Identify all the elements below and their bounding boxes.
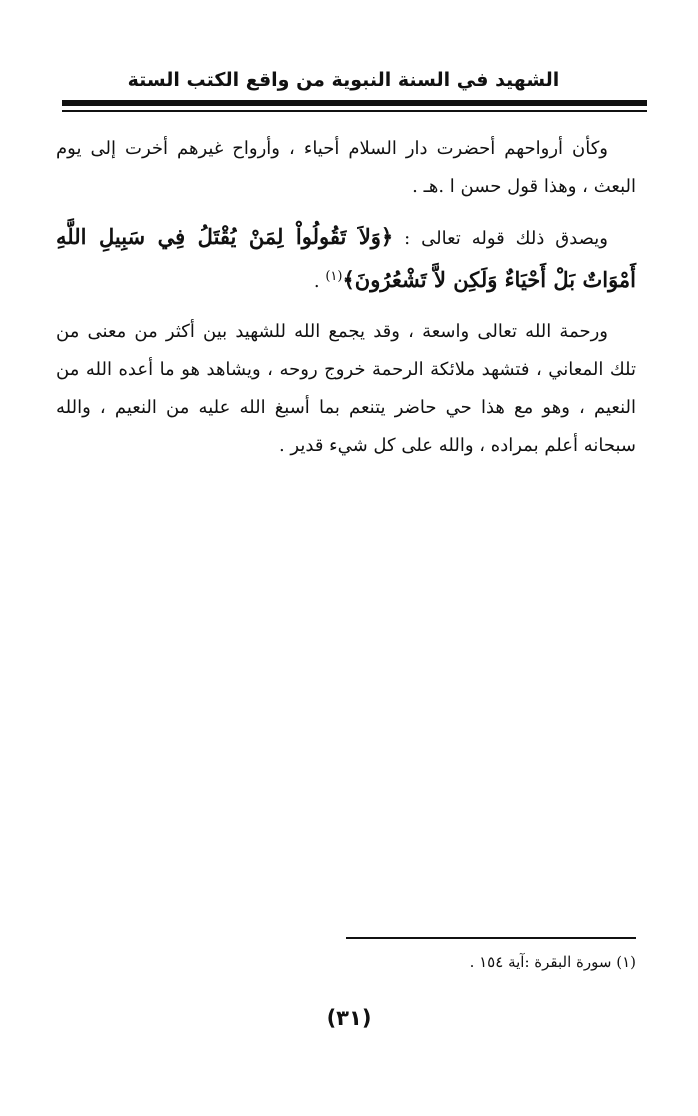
- verse-tail: .: [313, 271, 326, 292]
- quran-verse: ﴿وَلاَ تَقُولُواْ لِمَنْ يُقْتَلُ فِي سَبِيلِ اللَّهِ أَمْوَاتٌ بَلْ أَحْيَاءٌ وَلَكِن لاَّ تَشْعُرُونَ﴾: [56, 224, 636, 292]
- verse-intro: ويصدق ذلك قوله تعالى :: [393, 228, 608, 249]
- footnote-separator: [346, 937, 636, 939]
- header-title-rest: في السنة النبوية من واقع الكتب الستة: [127, 69, 489, 91]
- header-rule-thick: [62, 100, 647, 106]
- running-header: [51, 66, 636, 94]
- footnote-reference: (١): [325, 269, 343, 284]
- page-number: (٣١): [326, 1006, 372, 1030]
- paragraph-3: ورحمة الله تعالى واسعة ، وقد يجمع الله للشهيد بين أكثر من معنى من تلك المعاني ، فتشهد ملائكة الرحمة خروج روحه ، ويشاهد هو ما أعده الله من النعيم ، وهو مع هذا حي حاضر يتنعم بما أسبغ الله عليه من النعيم ، والله سبحانه أعلم بمراده ، والله على كل شيء قدير .: [56, 321, 636, 456]
- header-title-bold: الشهيد: [495, 69, 560, 91]
- paragraph-2: [56, 218, 636, 301]
- header-rule-thin: [62, 110, 647, 112]
- paragraph-1: وكأن أرواحهم أحضرت دار السلام أحياء ، وأرواح غيرهم أخرت إلى يوم البعث ، وهذا قول حسن ا .هـ .: [56, 138, 636, 197]
- footnote: (١) سورة البقرة :آية ١٥٤ .: [469, 953, 636, 971]
- body-text: [56, 130, 636, 477]
